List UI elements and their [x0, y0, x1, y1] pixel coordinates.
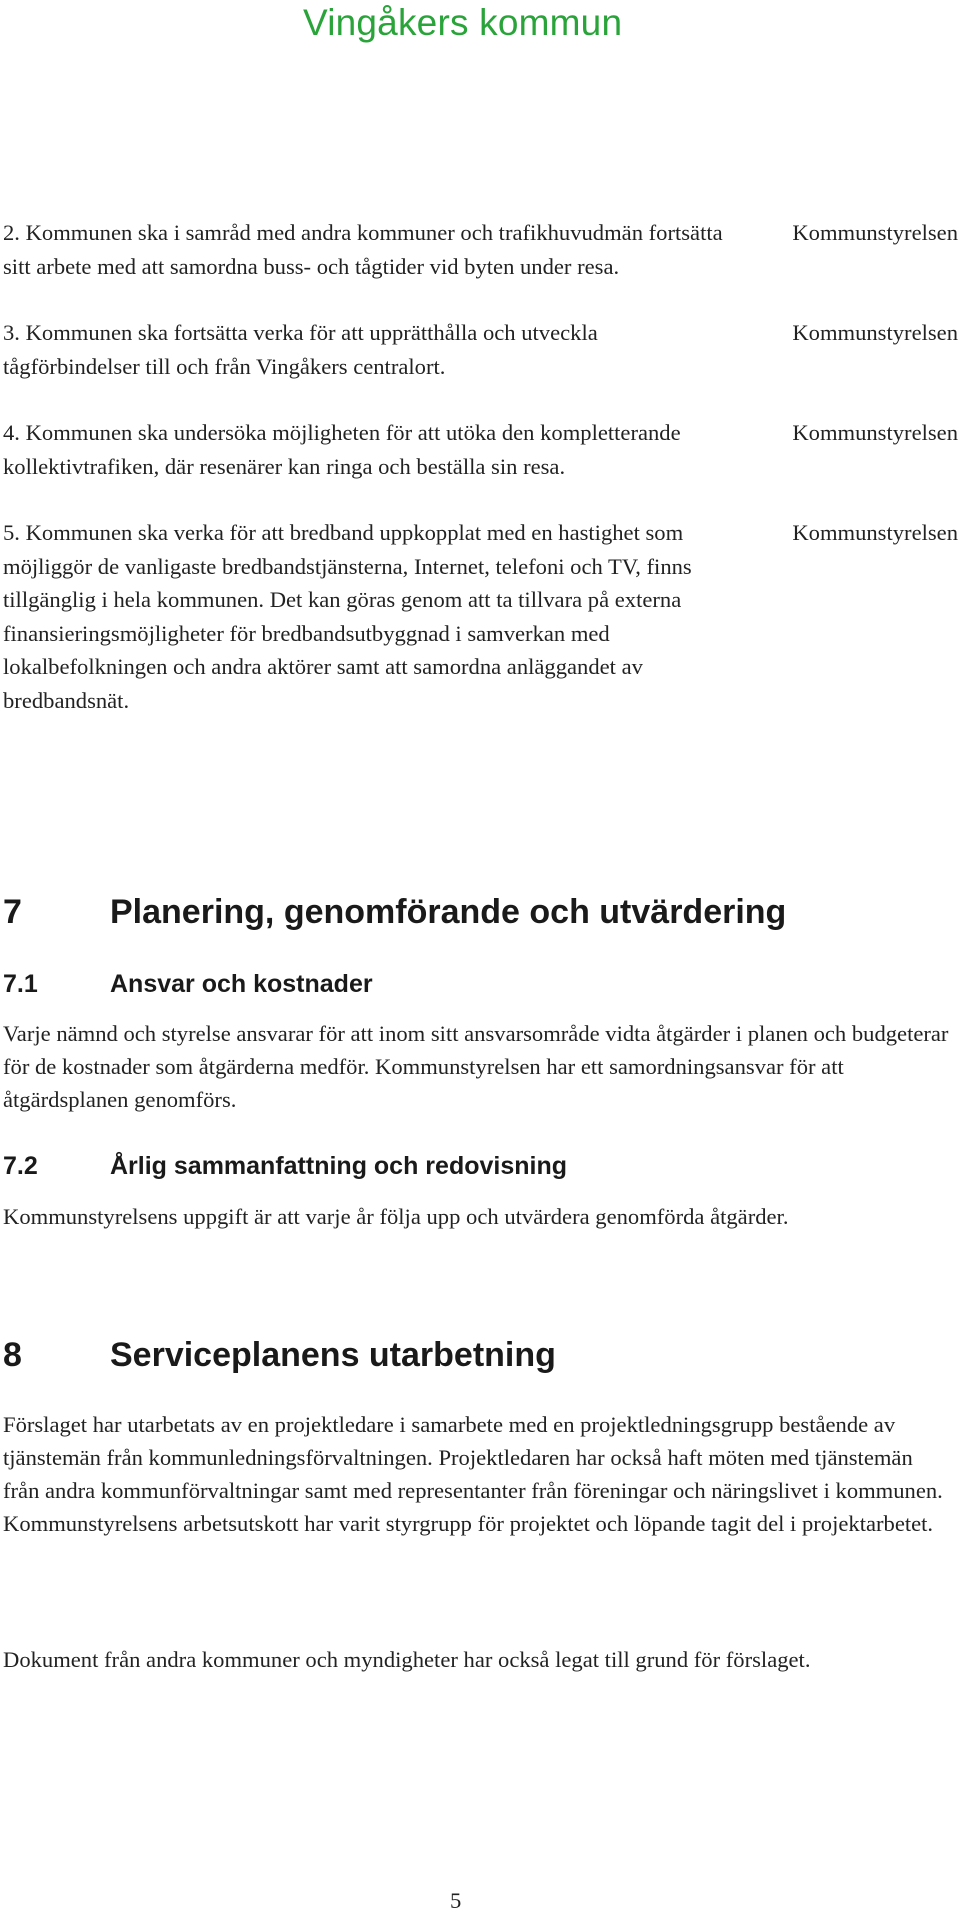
- section-8-paragraph-1: Förslaget har utarbetats av en projektledare i samarbete med en projektledningsgrupp bestående av tjänstemän från kommunledningsförvaltningen. Projektledaren har också haft möten med tjänstemän från andra kommunförvaltningar samt med representanter från föreningar och näringslivet i kommunen. Kommunstyrelsens arbetsutskott har varit styrgrupp för projektet och löpande tagit del i projektarbetet.: [3, 1412, 943, 1536]
- action-row: [3, 416, 958, 483]
- section-8-number: 8: [3, 1336, 22, 1374]
- action-text: 5. Kommunen ska verka för att bredband uppkopplat med en hastighet som möjliggör de vanligaste bredbandstjänsterna, Internet, telefoni och TV, finns tillgänglig i hela kommunen. Det kan göras genom att ta tillvara på externa finansieringsmöjligheter för bredbandsutbyggnad i samverkan med lokalbefolkningen och andra aktörer samt att samordna anläggandet av bredbandsnät.: [3, 520, 692, 713]
- action-responsible: Kommunstyrelsen: [792, 520, 958, 545]
- section-7-2-title: Årlig sammanfattning och redovisning: [110, 1152, 567, 1180]
- action-row: [3, 216, 958, 283]
- action-responsible: Kommunstyrelsen: [792, 220, 958, 245]
- section-7-2-heading: [3, 1152, 567, 1181]
- action-table: [3, 216, 958, 750]
- section-8-heading: [3, 1336, 556, 1375]
- action-responsible: Kommunstyrelsen: [792, 320, 958, 345]
- section-7-1-number: 7.1: [3, 970, 38, 998]
- section-8-paragraph-2: Dokument från andra kommuner och myndigheter har också legat till grund för förslaget.: [3, 1647, 811, 1672]
- page-number: 5: [450, 1888, 462, 1913]
- section-7-title: Planering, genomförande och utvärdering: [110, 893, 787, 931]
- page-header-title: Vingåkers kommun: [303, 2, 623, 43]
- section-8-title: Serviceplanens utarbetning: [110, 1336, 556, 1374]
- section-7-number: 7: [3, 893, 22, 931]
- action-responsible: Kommunstyrelsen: [792, 420, 958, 445]
- action-row: [3, 516, 958, 717]
- section-7-1-heading: [3, 970, 373, 999]
- action-text: 2. Kommunen ska i samråd med andra kommuner och trafikhuvudmän fortsätta sitt arbete med att samordna buss- och tågtider vid byten under resa.: [3, 220, 723, 279]
- action-text: 4. Kommunen ska undersöka möjligheten för att utöka den kompletterande kollektivtrafiken, där resenärer kan ringa och beställa sin resa.: [3, 420, 681, 479]
- action-text: 3. Kommunen ska fortsätta verka för att upprätthålla och utveckla tågförbindelser till och från Vingåkers centralort.: [3, 320, 598, 379]
- section-7-1-text: Varje nämnd och styrelse ansvarar för att inom sitt ansvarsområde vidta åtgärder i planen och budgeterar för de kostnader som åtgärderna medför. Kommunstyrelsen har ett samordningsansvar för att åtgärdsplanen genomförs.: [3, 1021, 949, 1112]
- section-7-2-text: Kommunstyrelsens uppgift är att varje år följa upp och utvärdera genomförda åtgärder.: [3, 1204, 789, 1229]
- section-7-2-number: 7.2: [3, 1152, 38, 1180]
- section-7-1-title: Ansvar och kostnader: [110, 970, 373, 998]
- action-row: [3, 316, 958, 383]
- section-7-heading: [3, 893, 786, 932]
